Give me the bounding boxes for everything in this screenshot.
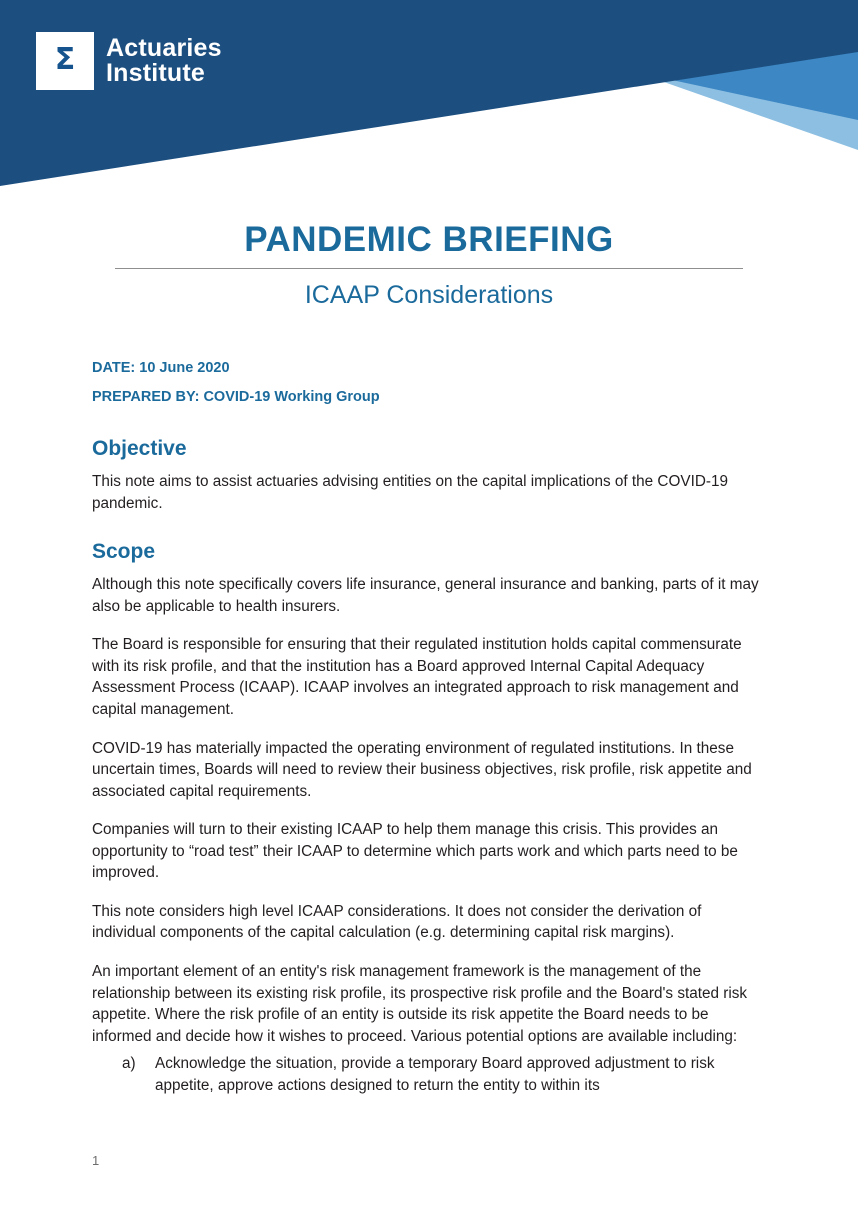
paragraph: COVID-19 has materially impacted the operating environment of regulated institutions. In these uncertain times, Boards will need to review their business objectives, risk profile, risk appetite and associated capital requirements. — [92, 739, 752, 800]
meta-date: DATE: 10 June 2020 — [92, 360, 230, 376]
brand-logo-text — [106, 33, 222, 87]
sigma-logo-icon — [36, 32, 94, 90]
paragraph: This note aims to assist actuaries advising entities on the capital implications of the COVID-19 pandemic. — [92, 473, 728, 512]
paragraph: An important element of an entity's risk management framework is the management of the relationship between its existing risk profile, its prospective risk profile and the Board's stated risk appetite. Where the risk profile of an entity is outside its risk appetite the Board needs to be informed and decide how it wishes to proceed. Various potential options are available including: — [92, 963, 748, 1045]
list-item-marker: a) — [122, 1055, 136, 1073]
sigma-glyph: Σ — [54, 42, 76, 77]
options-list — [92, 1053, 766, 1096]
document-body — [0, 360, 858, 1096]
section-scope — [92, 540, 766, 1096]
page-number: 1 — [92, 1153, 100, 1168]
paragraph: This note considers high level ICAAP considerations. It does not consider the derivation of individual components of the capital calculation (e.g. determining capital risk margins). — [92, 902, 702, 942]
section-heading-objective: Objective — [92, 437, 187, 460]
paragraph: The Board is responsible for ensuring that their regulated institution holds capital commensurate with its risk profile, and that the institution has a Board approved Internal Capital Adequacy Assessment Process (ICAAP). ICAAP involves an integrated approach to risk management and capital management. — [92, 636, 742, 718]
meta-prepared-by: PREPARED BY: COVID-19 Working Group — [92, 389, 380, 405]
list-item — [122, 1053, 766, 1096]
title-block — [0, 220, 858, 310]
section-objective — [92, 437, 766, 514]
page-title: PANDEMIC BRIEFING — [115, 220, 743, 269]
page-header-banner — [0, 0, 858, 190]
brand-logo — [36, 32, 222, 90]
brand-name-line1: Actuaries — [106, 33, 222, 62]
header-decorative-shapes — [0, 0, 858, 190]
paragraph: Companies will turn to their existing ICAAP to help them manage this crisis. This provides an opportunity to “road test” their ICAAP to determine which parts work and which parts need to be improved. — [92, 821, 738, 882]
section-heading-scope: Scope — [92, 540, 156, 564]
brand-name-line2: Institute — [106, 59, 206, 87]
list-item-text: Acknowledge the situation, provide a temporary Board approved adjustment to risk appetite, approve actions designed to return the entity to within its — [155, 1055, 715, 1094]
page-subtitle: ICAAP Considerations — [304, 281, 554, 309]
paragraph: Although this note specifically covers life insurance, general insurance and banking, parts of it may also be applicable to health insurers. — [92, 576, 759, 615]
document-meta — [92, 360, 766, 405]
